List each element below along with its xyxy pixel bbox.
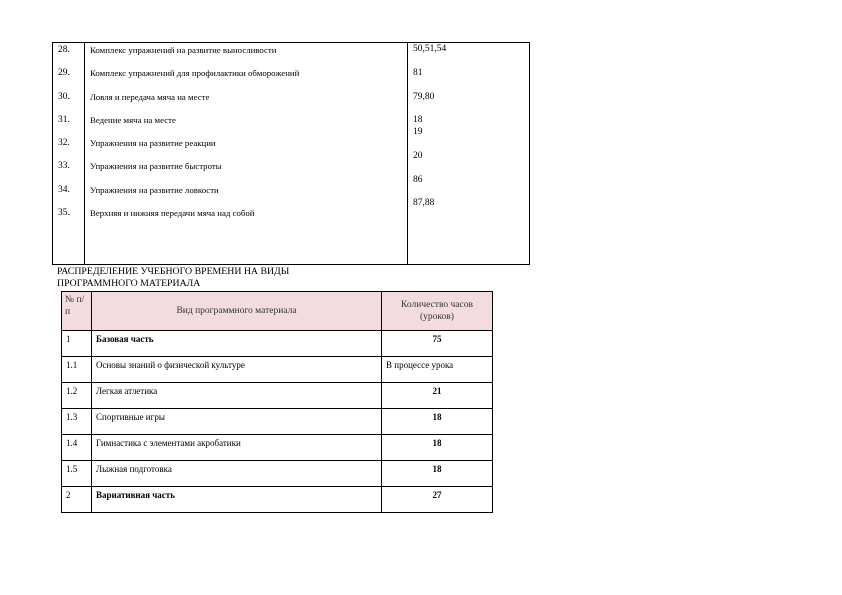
table-row xyxy=(62,331,493,357)
row-material: Легкая атлетика xyxy=(92,383,382,409)
row-number: 30. xyxy=(58,92,70,102)
row-number: 1.4 xyxy=(62,435,92,461)
column-divider xyxy=(84,43,85,264)
row-hours: 18 xyxy=(382,461,493,487)
row-text: Упражнения на развитие реакции xyxy=(90,138,216,148)
header-number: № п/п xyxy=(62,292,92,331)
row-text: Упражнения на развитие ловкости xyxy=(90,185,219,195)
row-number: 32. xyxy=(58,138,70,148)
row-value: 19 xyxy=(413,127,423,137)
row-material: Базовая часть xyxy=(92,331,382,357)
row-hours: 18 xyxy=(382,409,493,435)
table-row xyxy=(62,435,493,461)
row-value: 86 xyxy=(413,175,423,185)
section-heading xyxy=(57,266,289,290)
row-material: Гимнастика с элементами акробатики xyxy=(92,435,382,461)
row-hours: 75 xyxy=(382,331,493,357)
time-distribution-table xyxy=(61,291,493,513)
row-number: 29. xyxy=(58,68,70,78)
column-divider xyxy=(407,43,408,264)
row-number: 1.1 xyxy=(62,357,92,383)
row-value: 18 xyxy=(413,115,423,125)
row-value: 20 xyxy=(413,151,423,161)
row-hours: В процессе урока xyxy=(382,357,493,383)
row-material: Основы знаний о физической культуре xyxy=(92,357,382,383)
table-row xyxy=(62,383,493,409)
row-text: Ловля и передача мяча на месте xyxy=(90,92,210,102)
row-number: 34. xyxy=(58,185,70,195)
row-material: Спортивные игры xyxy=(92,409,382,435)
row-value: 81 xyxy=(413,68,423,78)
row-material: Вариативная часть xyxy=(92,487,382,513)
row-text: Комплекс упражнений для профилактики обморожений xyxy=(90,68,300,78)
row-text: Верхняя и нижняя передачи мяча над собой xyxy=(90,208,255,218)
row-number: 1.3 xyxy=(62,409,92,435)
heading-line: РАСПРЕДЕЛЕНИЕ УЧЕБНОГО ВРЕМЕНИ НА ВИДЫ xyxy=(57,266,290,277)
row-number: 28. xyxy=(58,45,70,55)
row-number: 1 xyxy=(62,331,92,357)
row-number: 1.2 xyxy=(62,383,92,409)
table-row xyxy=(62,487,493,513)
table-header-row xyxy=(62,292,493,331)
table-row xyxy=(62,461,493,487)
header-hours: Количество часов (уроков) xyxy=(382,292,493,331)
row-hours: 18 xyxy=(382,435,493,461)
table-row xyxy=(62,409,493,435)
row-number: 33. xyxy=(58,161,70,171)
row-text: Комплекс упражнений на развитие выносливости xyxy=(90,45,277,55)
lesson-plan-table xyxy=(52,42,530,265)
row-text: Ведение мяча на месте xyxy=(90,115,176,125)
row-number: 35. xyxy=(58,208,70,218)
row-value: 87,88 xyxy=(413,198,435,208)
row-number: 31. xyxy=(58,115,70,125)
row-value: 50,51,54 xyxy=(413,44,447,54)
header-material: Вид программного материала xyxy=(92,292,382,331)
row-text: Упражнения на развитие быстроты xyxy=(90,161,222,171)
row-value: 79,80 xyxy=(413,92,435,102)
row-material: Лыжная подготовка xyxy=(92,461,382,487)
row-hours: 21 xyxy=(382,383,493,409)
row-number: 2 xyxy=(62,487,92,513)
row-number: 1.5 xyxy=(62,461,92,487)
table-row xyxy=(62,357,493,383)
row-hours: 27 xyxy=(382,487,493,513)
heading-line: ПРОГРАММНОГО МАТЕРИАЛА xyxy=(57,278,201,289)
